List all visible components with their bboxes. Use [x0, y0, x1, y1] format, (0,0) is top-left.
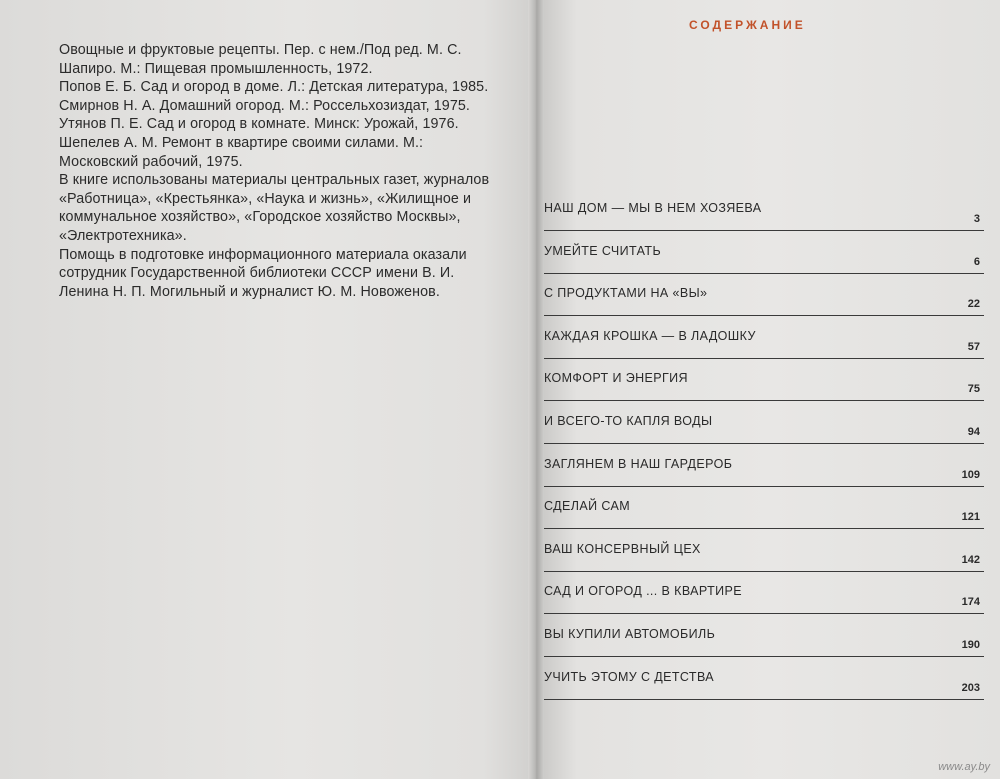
toc-divider [544, 486, 984, 487]
toc-divider [544, 358, 984, 359]
table-of-contents [544, 195, 984, 706]
toc-item-page: 190 [961, 638, 980, 651]
sources-note: В книге использованы материалы центральных газет, журналов «Работница», «Крестьянка», «Наука и жизнь», «Жилищное и коммунальное хозяйство», «Городское хозяйство Москвы», «Электротехника». [59, 172, 490, 244]
toc-item-page: 174 [961, 596, 980, 609]
acknowledgements-note: Помощь в подготовке информационного материала оказали сотрудник Государственной библиотеки СССР имени В. И. Ленина Н. П. Могильный и журналист Ю. М. Новоженов. [59, 246, 467, 300]
toc-item-label: С ПРОДУКТАМИ НА «ВЫ» [544, 286, 708, 301]
toc-item-label: УЧИТЬ ЭТОМУ С ДЕТСТВА [544, 669, 715, 684]
bibliography-entry: Смирнов Н. А. Домашний огород. М.: Россельхозиздат, 1975. [59, 97, 470, 114]
toc-item[interactable] [544, 621, 984, 664]
toc-item[interactable] [544, 493, 984, 536]
toc-item-page: 57 [967, 340, 980, 353]
toc-item-label: ВАШ КОНСЕРВНЫЙ ЦЕХ [544, 541, 701, 556]
toc-item-label: УМЕЙТЕ СЧИТАТЬ [544, 243, 662, 258]
toc-item[interactable] [544, 195, 984, 238]
toc-item-label: КАЖДАЯ КРОШКА — В ЛАДОШКУ [544, 328, 756, 343]
toc-item-label: САД И ОГОРОД ... В КВАРТИРЕ [544, 584, 742, 599]
toc-item[interactable] [544, 664, 984, 707]
toc-item-label: СДЕЛАЙ САМ [544, 499, 631, 514]
toc-divider [544, 613, 984, 614]
bibliography-entry: Шепелев А. М. Ремонт в квартире своими силами. М.: Московский рабочий, 1975. [59, 134, 424, 170]
toc-item-page: 121 [961, 511, 980, 524]
toc-item-page: 109 [961, 468, 980, 481]
toc-divider [544, 230, 984, 231]
toc-item-label: И ВСЕГО-ТО КАПЛЯ ВОДЫ [544, 413, 713, 428]
toc-item[interactable] [544, 536, 984, 579]
toc-item-label: НАШ ДОМ — МЫ В НЕМ ХОЗЯЕВА [544, 201, 762, 215]
toc-item[interactable] [544, 323, 984, 366]
toc-item-label: КОМФОРТ И ЭНЕРГИЯ [544, 371, 688, 386]
toc-divider [544, 443, 984, 444]
toc-item-page: 75 [967, 383, 980, 396]
bibliography-entry: Овощные и фруктовые рецепты. Пер. с нем./Под ред. М. С. Шапиро. М.: Пищевая промышленность, 1972. [59, 42, 462, 77]
toc-item-page: 3 [973, 213, 980, 225]
toc-divider [544, 315, 984, 316]
toc-item[interactable] [544, 365, 984, 408]
toc-item[interactable] [544, 408, 984, 451]
toc-divider [544, 699, 984, 700]
toc-item-page: 6 [973, 255, 980, 268]
toc-item-page: 22 [967, 298, 980, 311]
toc-divider [544, 571, 984, 572]
bibliography-entry: Утянов П. Е. Сад и огород в комнате. Минск: Урожай, 1976. [59, 116, 459, 133]
toc-item[interactable] [544, 238, 984, 281]
toc-title: СОДЕРЖАНИЕ [689, 18, 806, 32]
toc-divider [544, 273, 984, 274]
toc-item[interactable] [544, 578, 984, 621]
toc-item[interactable] [544, 451, 984, 494]
bibliography-entry: Попов Е. Б. Сад и огород в доме. Л.: Детская литература, 1985. [59, 79, 489, 96]
toc-divider [544, 400, 984, 401]
toc-item-page: 142 [961, 553, 980, 566]
toc-item-label: ЗАГЛЯНЕМ В НАШ ГАРДЕРОБ [544, 456, 733, 471]
toc-item-page: 203 [961, 681, 980, 694]
toc-divider [544, 528, 984, 529]
book-spine [528, 0, 544, 779]
toc-item[interactable] [544, 280, 984, 323]
toc-item-page: 94 [967, 425, 980, 438]
toc-divider [544, 656, 984, 657]
bibliography-list [59, 41, 496, 301]
watermark: www.ay.by [938, 761, 990, 773]
toc-item-label: ВЫ КУПИЛИ АВТОМОБИЛЬ [544, 626, 716, 641]
